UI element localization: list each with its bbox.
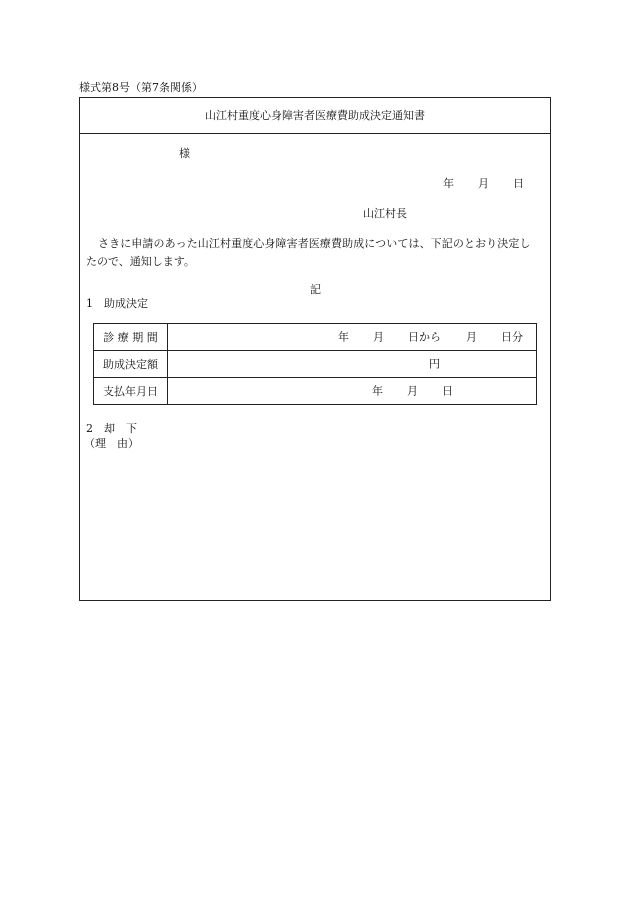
subsidy-table — [93, 323, 537, 405]
amount-unit: 円 — [429, 357, 440, 371]
form-number: 様式第8号（第7条関係） — [79, 81, 203, 94]
treatment-period-value — [168, 324, 537, 351]
table-row — [94, 324, 537, 351]
payment-date-label: 支払年月日 — [94, 378, 168, 405]
form-frame — [79, 97, 551, 601]
table-row — [94, 378, 537, 405]
period-start-month: 月 — [373, 330, 384, 344]
body-line-1: さきに申請のあった山江村重度心身障害者医療費助成については、下記のとおり決定し — [98, 237, 531, 250]
addressee-suffix: 様 — [179, 147, 190, 160]
period-end-day: 日分 — [501, 330, 523, 344]
section-2-heading: 2 却 下 — [86, 422, 137, 435]
table-row — [94, 351, 537, 378]
title-divider — [80, 133, 550, 134]
subsidy-amount-label: 助成決定額 — [94, 351, 168, 378]
body-line-2: たので、通知します。 — [86, 255, 195, 268]
period-end-month: 月 — [466, 330, 477, 344]
payment-month: 月 — [407, 384, 418, 398]
subsidy-amount-value — [168, 351, 537, 378]
period-start-day: 日から — [408, 330, 441, 344]
treatment-period-label: 診 療 期 間 — [94, 324, 168, 351]
date-day: 日 — [513, 177, 524, 190]
period-start-year: 年 — [338, 330, 349, 344]
reason-label: （理 由） — [84, 437, 139, 450]
payment-year: 年 — [372, 384, 383, 398]
issuer: 山江村長 — [363, 207, 407, 220]
payment-day: 日 — [442, 384, 453, 398]
date-month: 月 — [478, 177, 489, 190]
ki-heading: 記 — [310, 283, 321, 296]
form-title: 山江村重度心身障害者医療費助成決定通知書 — [205, 109, 425, 122]
payment-date-value — [168, 378, 537, 405]
date-year: 年 — [443, 177, 454, 190]
section-1-heading: 1 助成決定 — [86, 297, 148, 310]
